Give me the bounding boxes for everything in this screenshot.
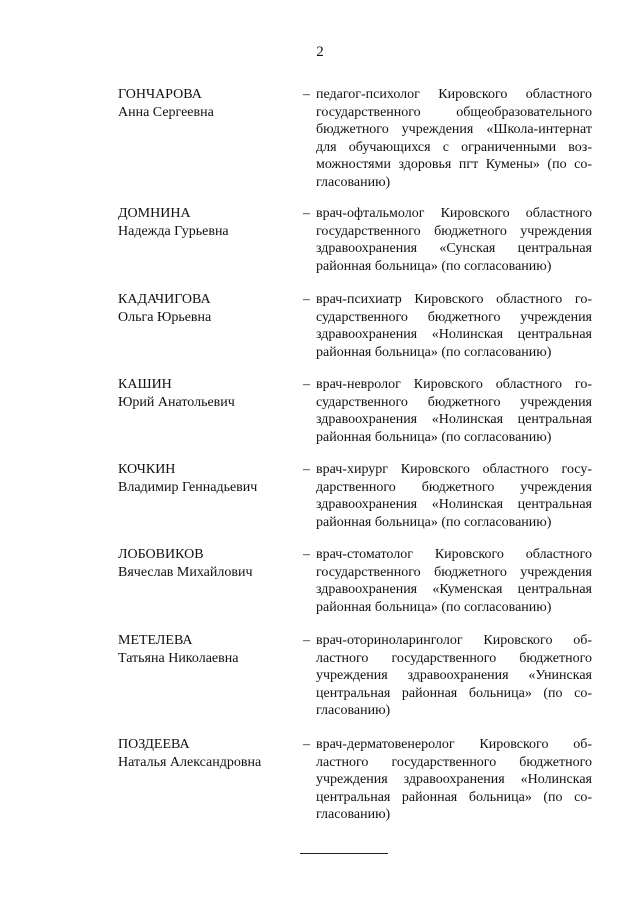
dash: – [303, 292, 310, 307]
member-given-names: Ольга Юрьевна [118, 309, 212, 325]
member-name [118, 291, 303, 326]
member-description: врач-хирург Кировского областного государственного бюджетного учреждения здравоохранения «Нолинская центральная районная больница» (по согласованию) [316, 462, 592, 530]
member-surname: ПОЗДЕЕВА [118, 737, 190, 752]
dash: – [303, 737, 310, 752]
dash: – [303, 206, 310, 221]
member-given-names: Наталья Александровна [118, 754, 262, 770]
member-given-names: Татьяна Николаевна [118, 650, 239, 666]
member-given-names: Вячеслав Михайлович [118, 564, 253, 580]
member-surname: МЕТЕЛЕВА [118, 633, 193, 648]
member-description: врач-невролог Кировского областного государственного бюджетного учреждения здравоохранения «Нолинская центральная районная больница» (по согласованию) [316, 377, 592, 445]
dash: – [303, 377, 310, 392]
end-separator-line [300, 853, 388, 854]
dash: – [303, 547, 310, 562]
dash: – [303, 87, 310, 102]
page-number: 2 [316, 44, 324, 60]
member-surname: ЛОБОВИКОВ [118, 547, 204, 562]
member-name [118, 546, 303, 581]
member-surname: ГОНЧАРОВА [118, 87, 202, 102]
member-name [118, 632, 303, 667]
member-surname: КАШИН [118, 377, 172, 392]
member-given-names: Владимир Геннадьевич [118, 479, 258, 495]
dash: – [303, 462, 310, 477]
member-description: педагог-психолог Кировского областного государственного общеобразовательного бюджетного учреждения «Школа-интернат для обучающихся с ограниченными возможностями здоровья пгт Кумены» (по согласованию) [316, 87, 592, 190]
member-name [118, 205, 303, 240]
member-name [118, 736, 303, 771]
member-given-names: Анна Сергеевна [118, 104, 214, 120]
member-name [118, 376, 303, 411]
member-description: врач-офтальмолог Кировского областного государственного бюджетного учреждения здравоохранения «Сунская центральная районная больница» (по согласованию) [316, 206, 592, 274]
member-name [118, 461, 303, 496]
dash: – [303, 633, 310, 648]
member-description: врач-дерматовенеролог Кировского областного государственного бюджетного учреждения здравоохранения «Нолинская центральная районная больница» (по согласованию) [316, 737, 592, 822]
member-surname: КАДАЧИГОВА [118, 292, 211, 307]
member-surname: ДОМНИНА [118, 206, 191, 221]
member-description: врач-психиатр Кировского областного государственного бюджетного учреждения здравоохранения «Нолинская центральная районная больница» (по согласованию) [316, 292, 592, 360]
member-name [118, 86, 303, 121]
member-given-names: Юрий Анатольевич [118, 394, 235, 410]
member-description: врач-стоматолог Кировского областного государственного бюджетного учреждения здравоохранения «Куменская центральная районная больница» (по согласованию) [316, 547, 592, 615]
member-surname: КОЧКИН [118, 462, 176, 477]
member-description: врач-оториноларинголог Кировского областного государственного бюджетного учреждения здравоохранения «Унинская центральная районная больница» (по согласованию) [316, 633, 592, 718]
member-given-names: Надежда Гурьевна [118, 223, 229, 239]
